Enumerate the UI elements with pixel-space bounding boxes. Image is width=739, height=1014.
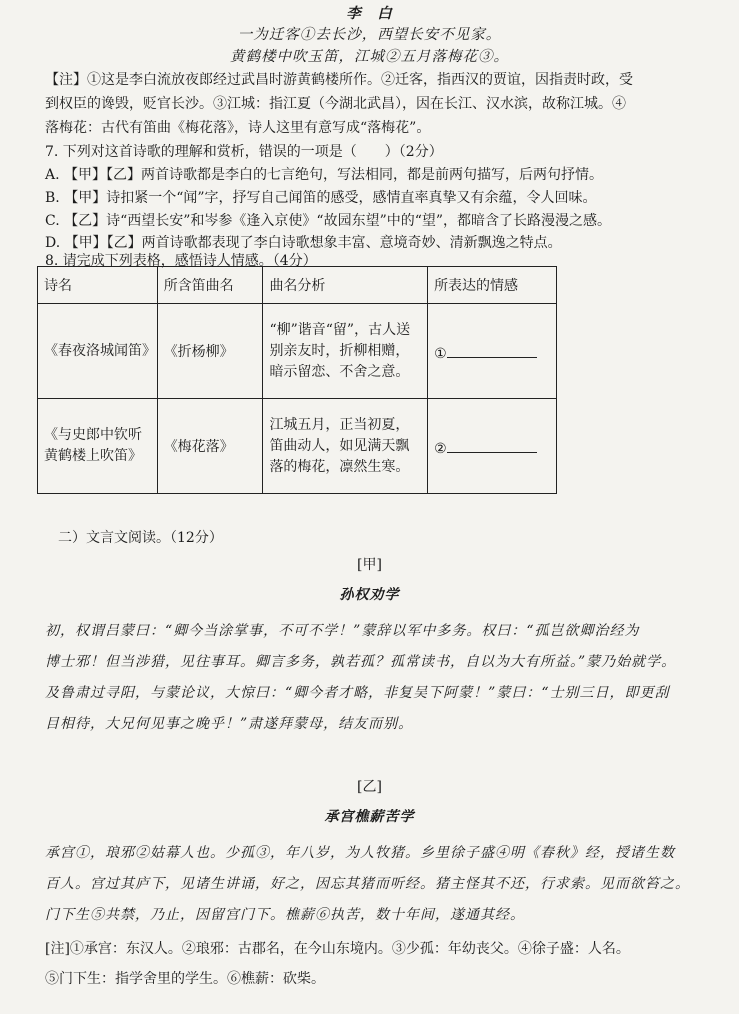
emotion-blank-2[interactable] bbox=[447, 436, 537, 453]
answer-table bbox=[37, 266, 557, 494]
poem-note-2: 到权臣的谗毁，贬官长沙。③江城：指江夏（今湖北武昌），因在长江、汉水滨，故称江城。④ bbox=[45, 96, 626, 112]
yi-note-2: ⑤门下生：指学舍里的学生。⑥樵薪：砍柴。 bbox=[45, 971, 325, 987]
emotion-cell[interactable] bbox=[428, 304, 557, 399]
jia-label: [甲] bbox=[357, 557, 382, 573]
analysis-cell: 江城五月，正当初夏，笛曲动人，如见满天飘落的梅花，凛然生寒。 bbox=[263, 399, 428, 494]
yi-line-3: 门下生⑤共禁，乃止，因留宫门下。樵薪⑥执苦，数十年间，遂通其经。 bbox=[45, 907, 525, 923]
poem-name-cell: 《春夜洛城闻笛》 bbox=[38, 304, 158, 399]
poem-note-3: 落梅花：古代有笛曲《梅花落》，诗人这里有意写成“落梅花”。 bbox=[45, 120, 431, 136]
table-header: 曲名分析 bbox=[263, 267, 428, 304]
tune-cell: 《折杨柳》 bbox=[157, 304, 263, 399]
question-7-option-b: B. 【甲】诗扣紧一个“闻”字，抒写自己闻笛的感受，感情直率真挚又有余蕴，令人回味。 bbox=[45, 190, 597, 206]
poem-name-cell: 《与史郎中钦听 黄鹤楼上吹笛》 bbox=[38, 399, 158, 494]
emotion-cell[interactable] bbox=[428, 399, 557, 494]
question-8: 8. 请完成下列表格，感悟诗人情感。（4分） bbox=[45, 253, 317, 269]
table-header-row bbox=[38, 267, 557, 304]
poem-line-2: 黄鹤楼中吹玉笛，江城②五月落梅花③。 bbox=[230, 49, 509, 65]
poem-title: 李 白 bbox=[346, 5, 393, 22]
section-2-heading: 二）文言文阅读。（12分） bbox=[58, 530, 223, 546]
jia-line-1: 初，权谓吕蒙曰：“卿今当涂掌事，不可不学！”蒙辞以军中多务。权曰：“孤岂欲卿治经为 bbox=[45, 623, 640, 639]
emotion-blank-1[interactable] bbox=[447, 341, 537, 358]
tune-cell: 《梅花落》 bbox=[157, 399, 263, 494]
yi-line-1: 承宫①，琅邪②姑幕人也。少孤③，年八岁，为人牧猪。乡里徐子盛④明《春秋》经，授诸生数 bbox=[45, 845, 675, 861]
question-7-option-d: D. 【甲】【乙】两首诗歌都表现了李白诗歌想象丰富、意境奇妙、清新飘逸之特点。 bbox=[45, 235, 562, 251]
emotion-blank-label: ② bbox=[434, 440, 447, 457]
jia-line-2: 博士邪！但当涉猎，见往事耳。卿言多务，孰若孤？孤常读书，自以为大有所益。”蒙乃始就学。 bbox=[45, 654, 677, 670]
emotion-blank-label: ① bbox=[434, 345, 447, 362]
jia-line-4: 目相待，大兄何见事之晚乎！”肃遂拜蒙母，结友而别。 bbox=[45, 716, 414, 732]
yi-label: [乙] bbox=[357, 779, 382, 795]
jia-line-3: 及鲁肃过寻阳，与蒙论议，大惊曰：“卿今者才略，非复吴下阿蒙！”蒙曰：“士别三日，即更刮 bbox=[45, 685, 670, 701]
table-header: 所含笛曲名 bbox=[157, 267, 263, 304]
question-7-option-a: A. 【甲】【乙】两首诗歌都是李白的七言绝句，写法相同，都是前两句描写，后两句抒情。 bbox=[45, 167, 604, 183]
question-7-option-c: C. 【乙】诗“西望长安”和岑参《逢入京使》“故园东望”中的“望”，都暗含了长路漫漫之感。 bbox=[45, 213, 612, 229]
table-header: 所表达的情感 bbox=[428, 267, 557, 304]
yi-line-2: 百人。宫过其庐下，见诸生讲诵，好之，因忘其猪而听经。猪主怪其不还，行求索。见而欲笞之。 bbox=[45, 876, 690, 892]
question-7: 7. 下列对这首诗歌的理解和赏析，错误的一项是（ ）（2分） bbox=[45, 144, 443, 160]
table-row bbox=[38, 399, 557, 494]
table-row bbox=[38, 304, 557, 399]
yi-note-1: [注]①承宫：东汉人。②琅邪：古郡名，在今山东境内。③少孤：年幼丧父。④徐子盛：人名。 bbox=[45, 941, 630, 957]
table-header: 诗名 bbox=[38, 267, 158, 304]
poem-note-1: 【注】①这是李白流放夜郎经过武昌时游黄鹤楼所作。②迁客，指西汉的贾谊，因指责时政，受 bbox=[45, 72, 633, 88]
yi-title: 承宫樵薪苦学 bbox=[324, 809, 415, 825]
poem-line-1: 一为迁客①去长沙，西望长安不见家。 bbox=[237, 27, 502, 43]
jia-title: 孙权劝学 bbox=[339, 587, 400, 603]
analysis-cell: “柳”谐音“留”，古人送别亲友时，折柳相赠，暗示留恋、不舍之意。 bbox=[263, 304, 428, 399]
